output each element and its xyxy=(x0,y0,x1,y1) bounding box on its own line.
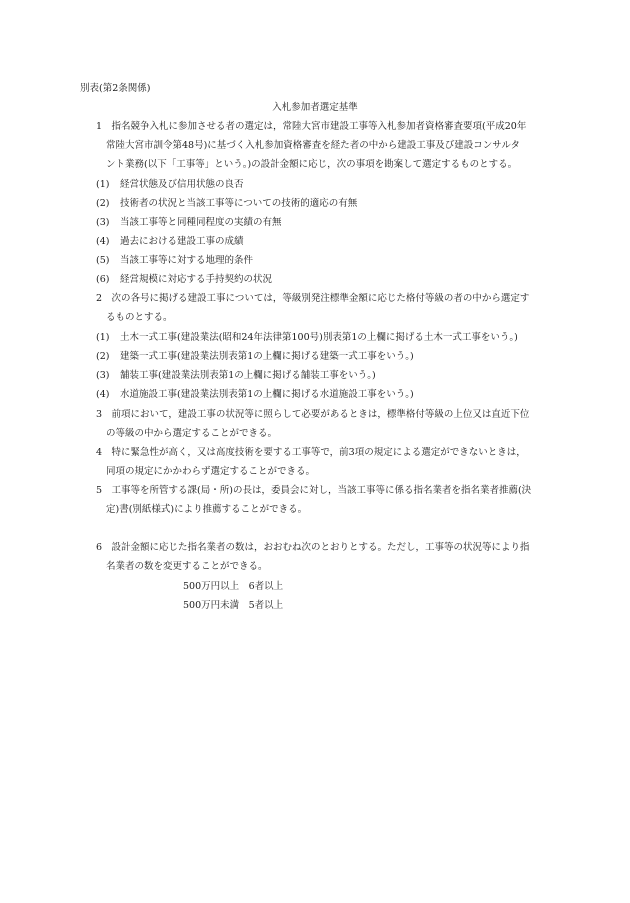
criteria-item xyxy=(96,217,282,228)
criteria-item xyxy=(96,274,272,285)
paragraph-3-line: 3 前項において，建設工事の状況等に照らして必要があるときは，標準格付等級の上位又は直近下位 xyxy=(96,409,530,420)
work-type-text: 建築一式工事(建設業法別表第1の上欄に掲げる建築一式工事をいう。) xyxy=(120,351,414,362)
paragraph-1-line: ント業務(以下「工事等」という。)の設計金額に応じ，次の事項を勘案して選定するものとする。 xyxy=(106,159,518,170)
work-type-number: (1) xyxy=(96,332,110,343)
paragraph-5-line: 定)書(別紙様式)により推薦することができる。 xyxy=(106,504,308,515)
criteria-item xyxy=(96,198,357,209)
paragraph-4-line: 4 特に緊急性が高く，又は高度技術を要する工事等で，前3項の規定による選定ができないときは， xyxy=(96,447,526,458)
work-type-item xyxy=(96,389,414,400)
paragraph-6-line: 名業者の数を変更することができる。 xyxy=(106,561,268,572)
paragraph-4-line: 同項の規定にかかわらず選定することができる。 xyxy=(106,466,316,477)
criteria-number: (6) xyxy=(96,274,110,285)
criteria-text: 当該工事等に対する地理的条件 xyxy=(120,255,254,266)
criteria-text: 過去における建設工事の成績 xyxy=(120,236,244,247)
work-type-item xyxy=(96,332,518,343)
criteria-number: (4) xyxy=(96,236,110,247)
work-type-number: (4) xyxy=(96,389,110,400)
work-type-text: 水道施設工事(建設業法別表第1の上欄に掲げる水道施設工事をいう。) xyxy=(120,389,414,400)
work-type-number: (3) xyxy=(96,370,110,381)
work-type-item xyxy=(96,351,414,362)
paragraph-1-line: 常陸大宮市訓令第48号)に基づく入札参加資格審査を経た者の中から建設工事及び建設コンサルタ xyxy=(106,140,520,151)
criteria-number: (1) xyxy=(96,179,110,190)
criteria-item xyxy=(96,179,244,190)
paragraph-2-line: るものとする。 xyxy=(106,312,173,323)
work-type-text: 舗装工事(建設業法別表第1の上欄に掲げる舗装工事をいう。) xyxy=(120,370,376,381)
paragraph-6-line: 6 設計金額に応じた指名業者の数は，おおむね次のとおりとする。ただし，工事等の状況等により指 xyxy=(96,542,530,553)
criteria-number: (2) xyxy=(96,198,110,209)
criteria-text: 当該工事等と同種同程度の実績の有無 xyxy=(120,217,282,228)
paragraph-1-line: 1 指名競争入札に参加させる者の選定は，常陸大宮市建設工事等入札参加者資格審査要項(平成20年 xyxy=(96,121,527,132)
paragraph-5-line: 5 工事等を所管する課(局・所)の長は，委員会に対し，当該工事等に係る指名業者を指名業者推薦(決 xyxy=(96,485,532,496)
work-type-number: (2) xyxy=(96,351,110,362)
criteria-number: (3) xyxy=(96,217,110,228)
paragraph-2-line: 2 次の各号に掲げる建設工事については，等級別発注標準金額に応じた格付等級の者の中から選定す xyxy=(96,293,530,304)
criteria-number: (5) xyxy=(96,255,110,266)
threshold-row: 500万円未満 5者以上 xyxy=(183,600,284,611)
criteria-text: 経営状態及び信用状態の良否 xyxy=(120,179,244,190)
appendix-label: 別表(第2条関係) xyxy=(80,83,151,94)
threshold-row: 500万円以上 6者以上 xyxy=(183,581,284,592)
criteria-text: 技術者の状況と当該工事等についての技術的適応の有無 xyxy=(120,198,358,209)
criteria-text: 経営規模に対応する手持契約の状況 xyxy=(120,274,273,285)
criteria-item xyxy=(96,255,253,266)
paragraph-3-line: の等級の中から選定することができる。 xyxy=(106,428,278,439)
work-type-item xyxy=(96,370,376,381)
document-title: 入札参加者選定基準 xyxy=(272,102,358,113)
work-type-text: 土木一式工事(建設業法(昭和24年法律第100号)別表第1の上欄に掲げる土木一式工事をいう。) xyxy=(120,332,518,343)
criteria-item xyxy=(96,236,244,247)
